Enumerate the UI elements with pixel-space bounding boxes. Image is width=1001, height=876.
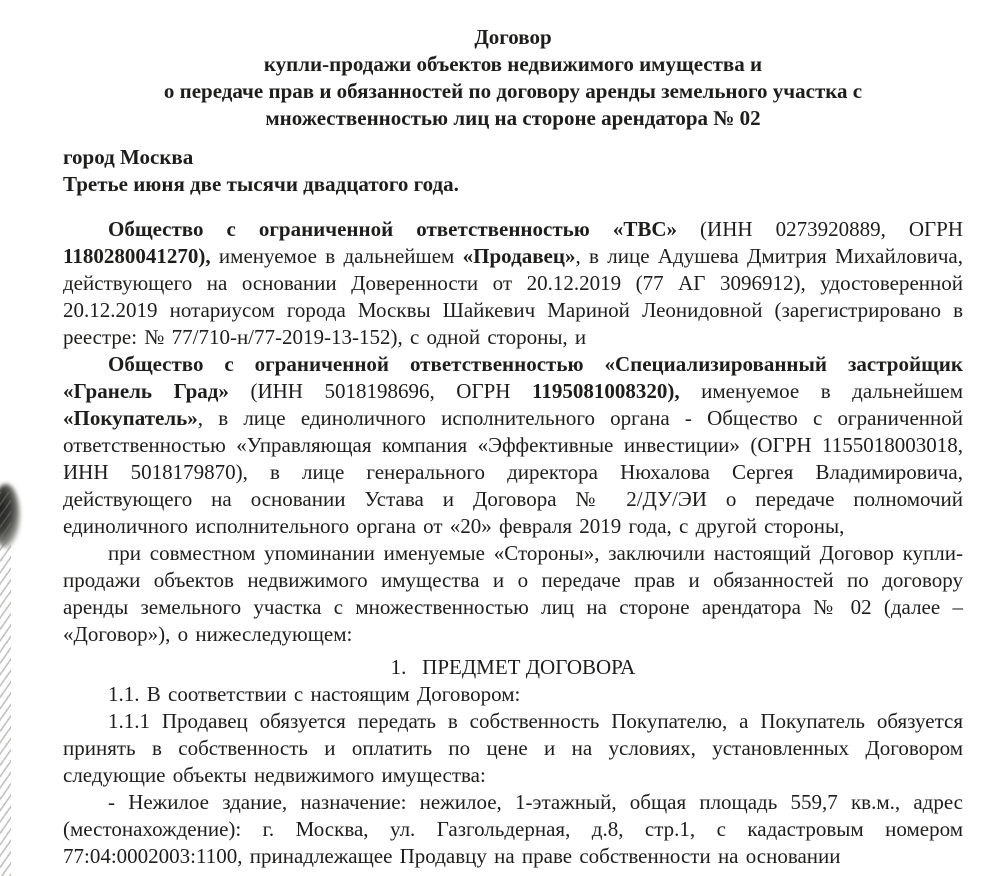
date-line: Третье июня две тысячи двадцатого года. — [63, 172, 459, 196]
section-1-heading: 1. ПРЕДМЕТ ДОГОВОРА — [390, 655, 636, 679]
title-line-2: купли-продажи объектов недвижимого имущества и — [263, 52, 763, 76]
joint-clause-paragraph: при совместном упоминании именуемые «Стороны», заключили настоящий Договор купли-продажи объектов недвижимого имущества и о передаче прав и обязанностей по договору аренды земельного участка с множественностью лиц на стороне арендатора № 02 (далее – «Договор»), о нижеследующем: — [63, 541, 963, 646]
city-line: город Москва — [63, 145, 194, 169]
document-content — [63, 0, 963, 870]
property-item-paragraph: - Нежилое здание, назначение: нежилое, 1-этажный, общая площадь 559,7 кв.м., адрес (местонахождение): г. Москва, ул. Газгольдерная, д.8, стр.1, с кадастровым номером 77:04:0002003:1100, принадлежащее Продавцу на праве собственности на основании — [63, 790, 963, 868]
clause-1-1-1: 1.1.1 Продавец обязуется передать в собственность Покупателю, а Покупатель обязуется принять в собственность и оплатить по цене и на условиях, установленных Договором следующие объекты недвижимого имущества: — [63, 709, 963, 787]
document-title — [63, 0, 963, 132]
buyer-paragraph: Общество с ограниченной ответственностью «Специализированный застройщик «Гранель Град» (ИНН 5018198696, ОГРН 1195081008320), именуемое в дальнейшем «Покупатель», в лице единоличного исполнительного органа - Общество с ограниченной ответственностью «Управляющая компания «Эффективные инвестиции» (ОГРН 1155018003018, ИНН 5018179870), в лице генерального директора Нюхалова Сергея Владимировича, действующего на основании Устава и Договора № 2/ДУ/ЭИ о передаче полномочий единоличного исполнительного органа от «20» февраля 2019 года, с другой стороны, — [63, 352, 963, 538]
clause-1-1: 1.1. В соответствии с настоящим Договором: — [108, 682, 521, 706]
seller-paragraph: Общество с ограниченной ответственностью «ТВС» (ИНН 0273920889, ОГРН 1180280041270), именуемое в дальнейшем «Продавец», в лице Адушева Дмитрия Михайловича, действующего на основании Доверенности от 20.12.2019 (77 АГ 3096912), удостоверенной 20.12.2019 нотариусом города Москвы Шайкевич Мариной Леонидовной (зарегистрировано в реестре: № 77/710-н/77-2019-13-152), с одной стороны, и — [63, 217, 963, 349]
title-line-3: о передаче прав и обязанностей по договору аренды земельного участка с — [163, 79, 863, 103]
scan-artifact-binding-edge — [0, 492, 11, 876]
title-line-1: Договор — [474, 25, 552, 49]
title-line-4: множественностью лиц на стороне арендатора № 02 — [265, 106, 761, 130]
